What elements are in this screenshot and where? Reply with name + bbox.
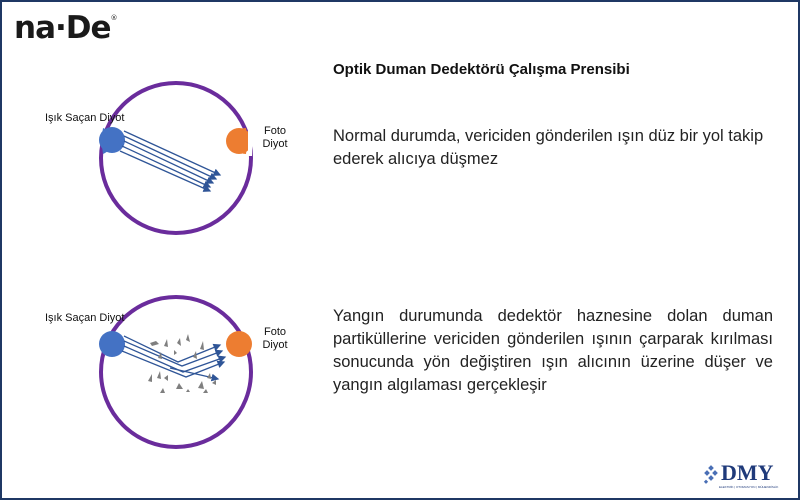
dmy-logo-text: DMY — [721, 460, 774, 485]
emitter-diode-icon — [99, 331, 125, 357]
dmy-logo-subtitle: ELEKTRİK | OTOMASYON | MÜHENDİSLİK — [719, 485, 779, 489]
emitter-label: Işık Saçan Diyot — [45, 112, 125, 124]
normal-state-diagram — [99, 83, 252, 233]
dmy-logo — [703, 460, 783, 493]
receiver-label: Foto Diyot — [262, 125, 288, 150]
logo-text: na·De — [14, 10, 111, 46]
emitter-label: Işık Saçan Diyot — [45, 312, 125, 324]
detector-chamber — [101, 83, 251, 233]
normal-description: Normal durumda, vericiden gönderilen ışın düz bir yol takip ederek alıcıya düşmez — [333, 127, 764, 168]
receiver-label: Foto Diyot — [262, 326, 288, 351]
light-beams — [120, 131, 220, 191]
fire-description: Yangın durumunda dedektör haznesine dolan duman partiküllerine vericiden gönderilen ışının çarparak kırılması sonucunda yön değiştiren ışın alıcının üzerine düşer ve yangın algılaması gerçekleşir — [333, 307, 773, 394]
registered-mark: ® — [110, 14, 117, 22]
photo-diode-icon — [226, 331, 252, 357]
emitter-diode-icon — [99, 127, 125, 153]
slide-title: Optik Duman Dedektörü Çalışma Prensibi — [333, 61, 630, 78]
dmy-diamond-icon — [703, 465, 721, 485]
scattered-beams — [122, 336, 225, 379]
